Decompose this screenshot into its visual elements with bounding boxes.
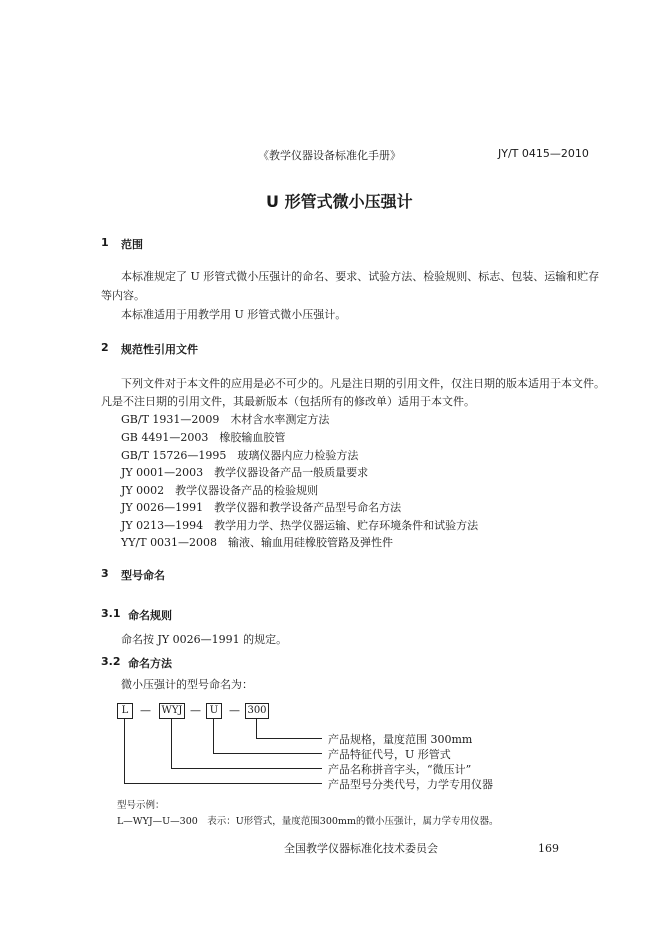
page-number: 169 bbox=[538, 842, 559, 855]
example-text: L—WYJ—U—300 表示：U形管式，量度范围300mm的微小压强计，属力学专用仪器。 bbox=[117, 816, 499, 827]
code-box-u: U bbox=[206, 703, 222, 719]
code-box-l: L bbox=[117, 703, 133, 719]
section-3-2-number: 3.2 bbox=[101, 655, 121, 668]
description-name-initials: 产品名称拼音字头，“微压计” bbox=[328, 763, 472, 776]
header-standard-code: JY/T 0415—2010 bbox=[498, 147, 589, 160]
section-3-number: 3 bbox=[101, 567, 109, 580]
reference-item: GB 4491—2003 橡胶输血胶管 bbox=[121, 431, 286, 444]
section-1-paragraph-2: 本标准适用于用教学用 U 形管式微小压强计。 bbox=[121, 308, 347, 321]
section-3-2-paragraph: 微小压强计的型号命名为： bbox=[121, 678, 253, 691]
code-box-300: 300 bbox=[245, 703, 269, 719]
reference-item: JY 0001—2003 教学仪器设备产品一般质量要求 bbox=[121, 466, 369, 479]
description-category-code: 产品型号分类代号，力学专用仪器 bbox=[328, 778, 493, 791]
section-1-paragraph-1b: 等内容。 bbox=[101, 289, 145, 302]
section-2-paragraph-b: 凡是不注日期的引用文件，其最新版本（包括所有的修改单）适用于本文件。 bbox=[101, 395, 475, 408]
description-feature-code: 产品特征代号，U 形管式 bbox=[328, 748, 451, 761]
section-2-paragraph-a: 下列文件对于本文件的应用是必不可少的。凡是注日期的引用文件，仅注日期的版本适用于本文件。 bbox=[121, 377, 605, 390]
section-2-number: 2 bbox=[101, 341, 109, 354]
footer-organization: 全国教学仪器标准化技术委员会 bbox=[284, 842, 438, 855]
section-1-title: 范围 bbox=[121, 238, 143, 251]
reference-item: JY 0002 教学仪器设备产品的检验规则 bbox=[121, 484, 319, 497]
section-3-2-title: 命名方法 bbox=[128, 657, 172, 670]
description-spec: 产品规格，量度范围 300mm bbox=[328, 733, 473, 746]
connector-line bbox=[213, 719, 214, 753]
page-title: U 形管式微小压强计 bbox=[266, 192, 413, 211]
code-box-wyj: WYJ bbox=[159, 703, 185, 719]
section-2-title: 规范性引用文件 bbox=[121, 343, 198, 356]
reference-item: GB/T 15726—1995 玻璃仪器内应力检验方法 bbox=[121, 449, 359, 462]
example-label: 型号示例： bbox=[117, 800, 165, 811]
connector-line bbox=[213, 753, 322, 754]
connector-line bbox=[124, 783, 322, 784]
separator-dash: — bbox=[140, 704, 151, 717]
separator-dash: — bbox=[229, 704, 240, 717]
separator-dash: — bbox=[190, 704, 201, 717]
reference-item: GB/T 1931—2009 木材含水率测定方法 bbox=[121, 413, 330, 426]
connector-line bbox=[256, 719, 257, 738]
reference-item: JY 0026—1991 教学仪器和教学设备产品型号命名方法 bbox=[121, 501, 402, 514]
section-1-paragraph-1a: 本标准规定了 U 形管式微小压强计的命名、要求、试验方法、检验规则、标志、包装、运输和贮存 bbox=[121, 270, 600, 283]
section-3-1-title: 命名规则 bbox=[128, 609, 172, 622]
header-book-title: 《教学仪器设备标准化手册》 bbox=[258, 149, 401, 162]
section-3-title: 型号命名 bbox=[121, 569, 165, 582]
section-3-1-number: 3.1 bbox=[101, 607, 121, 620]
connector-line bbox=[256, 738, 322, 739]
section-1-number: 1 bbox=[101, 236, 109, 249]
connector-line bbox=[171, 768, 322, 769]
reference-item: YY/T 0031—2008 输液、输血用硅橡胶管路及弹性件 bbox=[121, 536, 394, 549]
section-3-1-paragraph: 命名按 JY 0026—1991 的规定。 bbox=[121, 633, 288, 646]
connector-line bbox=[124, 719, 125, 783]
connector-line bbox=[171, 719, 172, 768]
reference-item: JY 0213—1994 教学用力学、热学仪器运输、贮存环境条件和试验方法 bbox=[121, 519, 479, 532]
